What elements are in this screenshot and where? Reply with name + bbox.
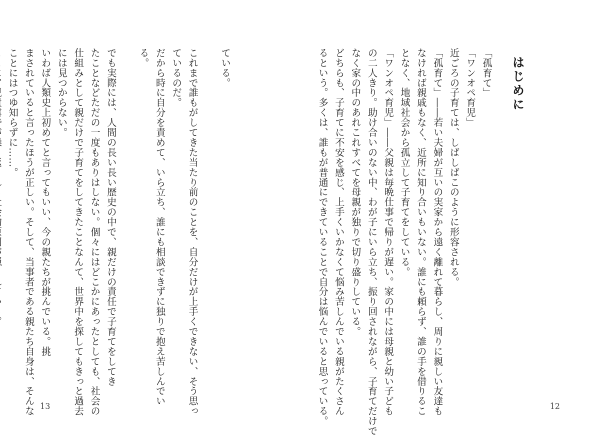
line-gap: [118, 48, 134, 380]
body-line: 「ワンオペ育児」: [464, 48, 476, 128]
body-line: いわば人類史上初めてと言ってもいい、今の親たちが挑んでいる。挑: [39, 48, 51, 357]
body-line: る。: [137, 48, 149, 68]
body-line: ている。: [219, 48, 230, 88]
body-line: これまで誰もがしてきた当たり前のことを、自分だけが上手くできない、そう思っ: [186, 48, 198, 417]
right-page-body: [313, 48, 526, 437]
body-line: 「孤育て」: [480, 48, 492, 98]
body-line: たことなどただの一度もありはしない。個々にはどこかにあったとしても、社会の: [88, 48, 100, 417]
body-line: 「孤育て」――若い夫婦が互いの実家から遠く離れて暮らし、周りに親しい友達も: [431, 48, 443, 417]
body-line: には見つからない。: [55, 48, 67, 138]
body-line: [0, 48, 3, 380]
page-number-right: 12: [549, 402, 560, 411]
body-line: まされていると言ったほうが正しい。そして、当事者である親たち自身は、そんな: [22, 48, 34, 417]
body-line: どちらも、子育てに不安を感じ、上手くいかなくて悩み苦しんでいる親がたくさん: [332, 48, 344, 417]
body-line: なければ親戚もなく、近所に知り合いもいない。誰にも頼らず、誰の手を借りるこ: [414, 48, 426, 417]
page-number-left: 13: [40, 402, 51, 411]
body-line: だから時に自分を責めて、いら立ち、誰にも相談できずに独りで抱え苦しんでい: [153, 48, 165, 407]
body-line: 仕組みとして親だけで子育てをしてきたことなんて、世界中を探してもきっと過去: [72, 48, 84, 417]
right-page: [300, 0, 600, 440]
body-line: るという。多くは、誰もが普通にできていることで自分は悩んでいると思っている。: [316, 48, 328, 427]
chapter-heading: はじめに: [511, 56, 525, 112]
line-gap: [494, 48, 510, 380]
body-line: ことにはつゆ知らずに……。: [6, 48, 18, 178]
body-line: ているのだ。: [170, 48, 182, 108]
body-line: なく家の中のあれこれすべてを母親が独りで切り盛りしている。: [349, 48, 361, 337]
body-line: 近ごろの子育ては、しばしばこのように形容される。: [447, 48, 459, 287]
body-line: の二人きり。助け合いのない中、わが子にいら立ち、振り回されながら、子育てだけで: [365, 48, 377, 437]
body-line: 「ワンオペ育児」――父親は毎晩仕事で帰りが遅い。家の中には母親と幼い子ども: [382, 48, 394, 417]
body-line: となく、地域社会から孤立して子育てをしている。: [398, 48, 410, 277]
line-gap: [200, 48, 216, 380]
body-line: でも実際には、人間の長い長い歴史の中で、親だけの責任で子育てをしてき: [104, 48, 116, 387]
